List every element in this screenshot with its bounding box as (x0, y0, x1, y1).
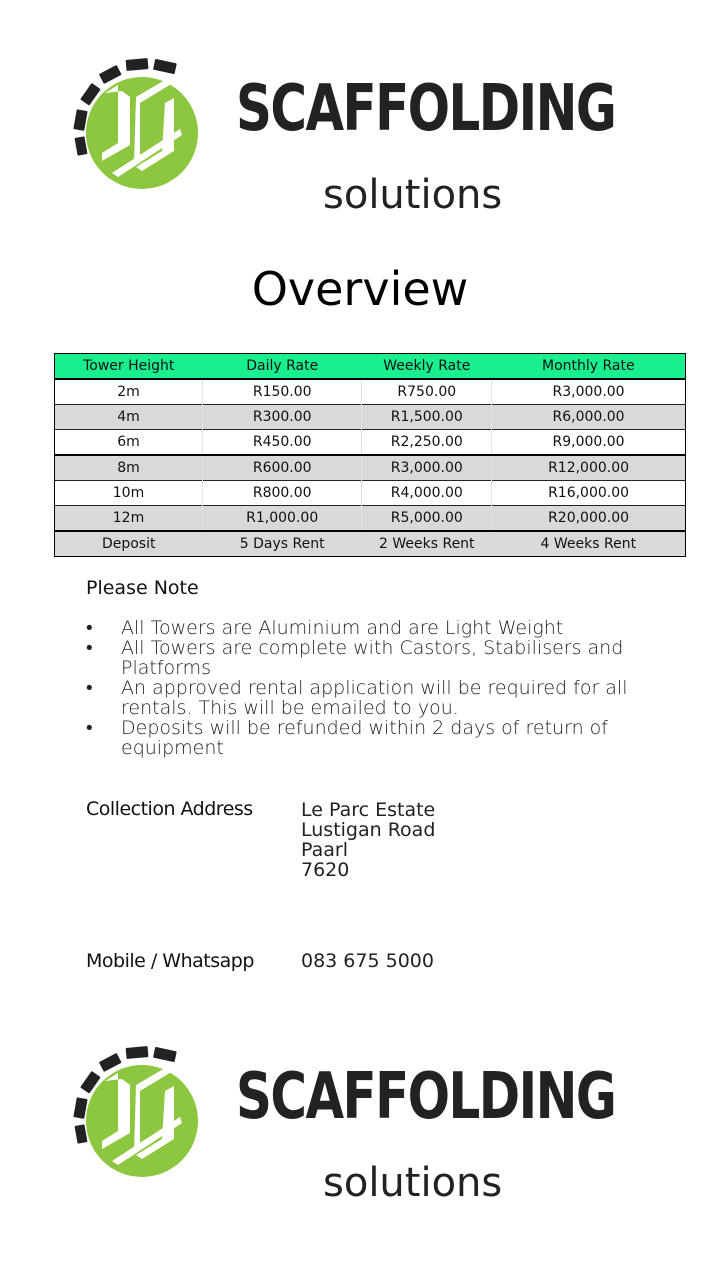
deposit-monthly: 4 Weeks Rent (492, 531, 686, 557)
table-row (55, 481, 686, 506)
scaffolding-gear-logo-icon (70, 1043, 205, 1178)
header-monthly-rate: Monthly Rate (492, 354, 686, 380)
bullet-icon: • (86, 637, 93, 659)
cell-height: 12m (55, 506, 203, 532)
bullet-icon: • (86, 717, 93, 739)
deposit-row (55, 531, 686, 557)
address-line: Le Parc Estate (301, 799, 436, 821)
collection-address-label: Collection Address (86, 798, 253, 820)
cell-height: 4m (55, 405, 203, 430)
rates-table (54, 353, 686, 557)
cell-monthly: R3,000.00 (492, 379, 686, 405)
cell-monthly: R6,000.00 (492, 405, 686, 430)
table-row (55, 405, 686, 430)
header-weekly-rate: Weekly Rate (362, 354, 492, 380)
table-header-row (55, 354, 686, 380)
cell-weekly: R2,250.00 (362, 430, 492, 456)
page-title: Overview (251, 262, 469, 316)
notes-heading: Please Note (86, 577, 199, 599)
cell-daily: R150.00 (202, 379, 362, 405)
mobile-number[interactable]: 083 675 5000 (301, 950, 434, 972)
table-row (55, 379, 686, 405)
cell-daily: R1,000.00 (202, 506, 362, 532)
bullet-icon: • (86, 617, 93, 639)
list-item (86, 618, 646, 638)
table-row (55, 455, 686, 481)
header-tower-height: Tower Height (55, 354, 203, 380)
note-text: All Towers are Aluminium and are Light Weight (121, 617, 564, 639)
notes-list (86, 618, 646, 758)
address-line: Paarl (301, 839, 348, 861)
brand-name: SCAFFOLDING (236, 1060, 616, 1134)
address-line: 7620 (301, 859, 350, 881)
list-item (86, 678, 646, 718)
cell-daily: R800.00 (202, 481, 362, 506)
mobile-whatsapp-label: Mobile / Whatsapp (86, 950, 254, 972)
cell-weekly: R750.00 (362, 379, 492, 405)
company-logo-bottom (70, 1043, 660, 1213)
cell-daily: R300.00 (202, 405, 362, 430)
cell-monthly: R12,000.00 (492, 455, 686, 481)
cell-weekly: R1,500.00 (362, 405, 492, 430)
deposit-label: Deposit (55, 531, 203, 557)
header-daily-rate: Daily Rate (202, 354, 362, 380)
cell-monthly: R16,000.00 (492, 481, 686, 506)
address-line: Lustigan Road (301, 819, 436, 841)
company-logo-top (70, 55, 660, 225)
cell-weekly: R5,000.00 (362, 506, 492, 532)
cell-height: 8m (55, 455, 203, 481)
collection-address (301, 800, 435, 880)
brand-name: SCAFFOLDING (236, 72, 616, 146)
note-text: Deposits will be refunded within 2 days of return of equipment (121, 717, 608, 759)
cell-daily: R450.00 (202, 430, 362, 456)
bullet-icon: • (86, 677, 93, 699)
cell-height: 6m (55, 430, 203, 456)
cell-monthly: R20,000.00 (492, 506, 686, 532)
cell-weekly: R3,000.00 (362, 455, 492, 481)
note-text: All Towers are complete with Castors, Stabilisers and Platforms (121, 637, 624, 679)
scaffolding-gear-logo-icon (70, 55, 205, 190)
brand-subtitle: solutions (323, 1160, 503, 1206)
cell-height: 10m (55, 481, 203, 506)
list-item (86, 718, 646, 758)
cell-weekly: R4,000.00 (362, 481, 492, 506)
brand-subtitle: solutions (323, 172, 503, 218)
cell-monthly: R9,000.00 (492, 430, 686, 456)
table-row (55, 430, 686, 456)
list-item (86, 638, 646, 678)
cell-height: 2m (55, 379, 203, 405)
cell-daily: R600.00 (202, 455, 362, 481)
deposit-weekly: 2 Weeks Rent (362, 531, 492, 557)
note-text: An approved rental application will be required for all rentals. This will be emailed to you. (121, 677, 628, 719)
table-row (55, 506, 686, 532)
deposit-daily: 5 Days Rent (202, 531, 362, 557)
